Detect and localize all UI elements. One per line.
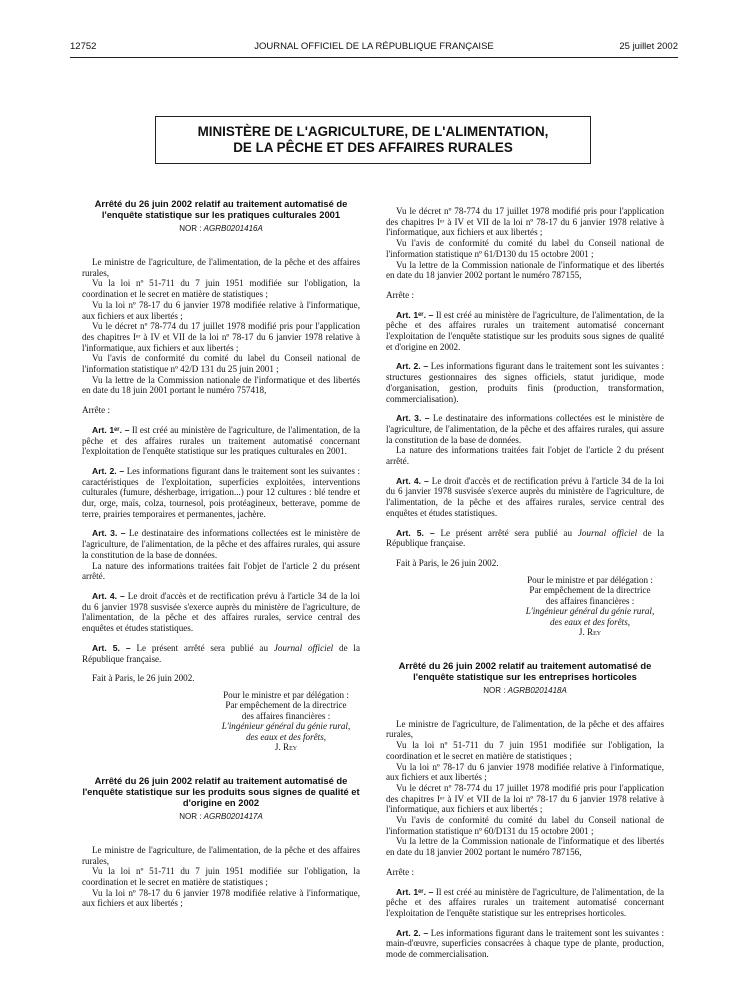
decree-signes-qualite: [82, 775, 360, 909]
article-text: Il est créé au ministère de l'agriculture, de l'alimentation, de la pêche et des affaires rurales un traitement automatisé concernant l'exploitation de l'enquête statistique sur les pratiques culturales en 2001.: [82, 424, 361, 457]
visa: Vu la loi nº 78-17 du 6 janvier 1978 modifiée relative à l'informatique, aux fichiers et aux libertés ;: [82, 887, 360, 909]
signature-title: L'ingénieur général du génie rural,: [221, 721, 351, 732]
journal-name: Journal officiel: [577, 527, 638, 538]
article-1: [386, 887, 664, 919]
signature-title: des eaux et des forêts,: [549, 616, 631, 627]
article-1: [386, 310, 664, 353]
signature-line: Pour le ministre et par délégation :: [527, 574, 653, 585]
article-label: Art. 2. –: [92, 465, 125, 476]
page-number: 12752: [70, 41, 97, 52]
article-5: [82, 643, 360, 664]
visa: Vu la loi nº 51-711 du 7 juin 1951 modifiée sur l'obligation, la coordination et le secret en matière de statistiques ;: [82, 278, 360, 300]
nor-reference: [82, 224, 360, 233]
article-label: Art. 2. –: [396, 927, 429, 938]
visa: Vu la loi nº 51-711 du 7 juin 1951 modifiée sur l'obligation, la coordination et le secret en matière de statistiques ;: [82, 866, 360, 888]
article-label: Art. 1ᵉʳ. –: [396, 309, 434, 320]
visa: Vu la loi nº 51-711 du 7 juin 1951 modifiée sur l'obligation, la coordination et le secret en matière de statistiques ;: [386, 740, 664, 761]
decree-title: Arrêté du 26 juin 2002 relatif au traitement automatisé de l'enquête statistique sur les pratiques culturales 2001: [94, 198, 348, 220]
ministry-line-2: DE LA PÊCHE ET DES AFFAIRES RURALES: [233, 140, 513, 155]
article-text: Le présent arrêté sera publié au: [440, 527, 573, 538]
article-text: Les informations figurant dans le traitement sont les suivantes : main-d'œuvre, superficies consacrées à chaque type de plante, production, mode de commercialisation.: [386, 927, 664, 960]
nor-code: AGRB0201416A: [203, 224, 263, 233]
arrete-heading: Arrête :: [386, 866, 415, 877]
article-label: Art. 5. –: [396, 527, 435, 538]
article-3: [386, 413, 664, 445]
visa: Vu le décret nº 78-774 du 17 juillet 1978 modifié pris pour l'application des chapitres Iᵉʳ à IV et VII de la loi nº 78-17 du 6 janvier 1978 relative à l'informatique, aux fichiers et aux libertés ;: [386, 782, 664, 815]
arrete-heading: Arrête :: [82, 405, 111, 416]
article-label: Art. 5. –: [92, 642, 131, 653]
signature-block: [212, 690, 360, 753]
signing-place-date: Fait à Paris, le 26 juin 2002.: [92, 673, 195, 684]
article-1: [82, 425, 360, 457]
article-text: Le droit d'accès et de rectification prévu à l'article 34 de la loi du 6 janvier 1978 susvisée s'exerce auprès du ministère de l'agriculture, de l'alimentation, de la pêche et des affaires rurales, service central des enquêtes et études statistiques.: [82, 590, 361, 634]
article-label: Art. 4. –: [396, 475, 429, 486]
decree-title: Arrêté du 26 juin 2002 relatif au traitement automatisé de l'enquête statistique sur les entreprises horticoles: [398, 659, 652, 682]
nor-code: AGRB0201418A: [507, 685, 567, 695]
visa: Vu le décret nº 78-774 du 17 juillet 1978 modifié pris pour l'application des chapitres Iᵉʳ à IV et VII de la loi nº 78-17 du 6 janvier 1978 relative à l'informatique, aux fichiers et aux libertés ;: [386, 206, 664, 238]
nor-label: NOR :: [179, 811, 202, 821]
article-3-paragraph-2: La nature des informations traitées fait l'objet de l'article 2 du présent arrêté.: [82, 560, 360, 582]
article-4: [82, 591, 360, 634]
signature-line: Pour le ministre et par délégation :: [223, 689, 349, 700]
visa: Vu la lettre de la Commission nationale de l'informatique et des libertés en date du 18 janvier 2002 portant le numéro 787155,: [386, 259, 664, 281]
signing-place-date: Fait à Paris, le 26 juin 2002.: [396, 557, 499, 568]
article-label: Art. 3. –: [92, 528, 126, 539]
signature-line: [516, 617, 664, 628]
article-text: Il est créé au ministère de l'agriculture, de l'alimentation, de la pêche et des affaires rurales un traitement automatisé concernant l'exploitation de l'enquête statistique sur les entreprises horticoles.: [386, 886, 665, 918]
signature-title: L'ingénieur général du génie rural,: [525, 606, 655, 617]
article-text: de la République française.: [82, 642, 360, 664]
visa: Vu l'avis de conformité du comité du label du Conseil national de l'information statistique nº 60/D131 du 15 octobre 2001 ;: [386, 815, 664, 836]
visa: Vu le décret nº 78-774 du 17 juillet 1978 modifié pris pour l'application des chapitres Iᵉʳ à IV et VII de la loi nº 78-17 du 6 janvier 1978 relative à l'informatique, aux fichiers et aux libertés ;: [82, 321, 360, 353]
signature-line: Par empêchement de la directrice: [529, 585, 651, 596]
article-2: [82, 466, 360, 520]
left-column: [82, 198, 360, 909]
article-text: Le droit d'accès et de rectification prévu à l'article 34 de la loi du 6 janvier 1978 susvisée s'exerce auprès du ministère de l'agriculture, de l'alimentation, de la pêche et des affaires rurales, service central des enquêtes et études statistiques.: [386, 475, 665, 518]
article-label: Art. 1ᵉʳ. –: [92, 424, 130, 435]
article-text: Il est créé au ministère de l'agriculture, de l'alimentation, de la pêche et des affaires rurales un traitement automatisé concernant l'exploitation de l'enquête statistique sur les produits sous signes de qualité et d'origine en 2002.: [386, 309, 665, 352]
nor-code: AGRB0201417A: [203, 811, 263, 821]
visa: Vu la loi nº 78-17 du 6 janvier 1978 modifiée relative à l'informatique, aux fichiers et aux libertés ;: [82, 299, 360, 321]
article-label: Art. 1ᵉʳ. –: [396, 886, 434, 897]
article-text: Les informations figurant dans le traitement sont les suivantes : structures gestionnaires des signes officiels, statut juridique, mode d'organisation, gestion, produits finis (production, transformation, commercialisation).: [386, 361, 664, 404]
nor-label: NOR :: [483, 685, 506, 695]
arrete-heading: Arrête :: [386, 289, 415, 300]
article-label: Art. 2. –: [396, 361, 429, 372]
signatory-name: J. Rey: [274, 742, 298, 753]
ministry-line-1: MINISTÈRE DE L'AGRICULTURE, DE L'ALIMENTATION,: [197, 124, 549, 139]
journal-title: JOURNAL OFFICIEL DE LA RÉPUBLIQUE FRANÇAISE: [254, 41, 494, 52]
article-text: Le présent arrêté sera publié au: [136, 642, 269, 653]
article-2: [386, 928, 664, 960]
article-3: [82, 528, 360, 560]
right-column: [386, 206, 664, 960]
journal-name: Journal officiel: [273, 642, 334, 653]
article-text: Le destinataire des informations collectées est le ministère de l'agriculture, de l'alimentation, de la pêche et des affaires rurales, qui assure la constitution de la base de données.: [82, 528, 361, 560]
visa: Vu la loi nº 78-17 du 6 janvier 1978 modifiée relative à l'informatique, aux fichiers et aux libertés ;: [386, 761, 664, 783]
visa: Vu l'avis de conformité du comité du label du Conseil national de l'information statistique nº 42/D 131 du 25 juin 2001 ;: [82, 353, 360, 375]
visa: Vu la lettre de la Commission nationale de l'informatique et des libertés en date du 18 janvier 2002 portant le numéro 787156,: [386, 836, 664, 858]
visa: Vu l'avis de conformité du comité du label du Conseil national de l'information statistique nº 61/D130 du 15 octobre 2001 ;: [386, 238, 664, 259]
preamble-minister: Le ministre de l'agriculture, de l'alimentation, de la pêche et des affaires rurales,: [82, 844, 360, 866]
visa: Vu la lettre de la Commission nationale de l'informatique et des libertés en date du 18 juin 2001 portant le numéro 757418,: [82, 374, 360, 396]
signature-line: [516, 606, 664, 617]
preamble-minister: Le ministre de l'agriculture, de l'alimentation, de la pêche et des affaires rurales,: [82, 257, 360, 278]
decree-title: Arrêté du 26 juin 2002 relatif au traitement automatisé de l'enquête statistique sur les produits sous signes de qualité et d'origine en 2002: [82, 774, 360, 808]
signature-line: Par empêchement de la directrice: [225, 700, 347, 711]
decree-entreprises-horticoles: [386, 660, 664, 960]
nor-label: NOR :: [179, 224, 202, 233]
nor-reference: [82, 812, 360, 821]
article-text: Les informations figurant dans le traitement sont les suivantes : caractéristiques de l'exploitation, superficies exploitées, interventions culturales (fumure, désherbage, irrigation...) pour 12 cultures : blé tendre et dur, orge, maïs, colza, tournesol, pois protéagineux, betterave, pomme de terre, prairies temporaires et permanentes, jachère.: [82, 465, 360, 519]
ministry-heading-box: [155, 116, 591, 164]
preamble-minister: Le ministre de l'agriculture, de l'alimentation, de la pêche et des affaires rurales,: [386, 718, 664, 740]
article-5: [386, 528, 664, 549]
nor-reference: [386, 686, 664, 695]
article-label: Art. 3. –: [396, 413, 430, 424]
signature-line: des affaires financières :: [545, 595, 635, 606]
signature-line: [212, 732, 360, 743]
decree-pratiques-culturales: [82, 198, 360, 753]
article-label: Art. 4. –: [92, 590, 125, 601]
signature-line: des affaires financières :: [241, 710, 331, 721]
signature-title: des eaux et des forêts,: [245, 731, 327, 742]
article-text: Le destinataire des informations collectées est le ministère de l'agriculture, de l'alimentation, de la pêche et des affaires rurales, qui assure la constitution de la base de données.: [386, 413, 665, 445]
issue-date: 25 juillet 2002: [619, 41, 678, 52]
header-rule: [70, 57, 678, 58]
running-head: [70, 41, 678, 55]
article-3-paragraph-2: La nature des informations traitées fait l'objet de l'article 2 du présent arrêté.: [386, 445, 664, 467]
article-text: de la République française.: [386, 527, 664, 549]
article-4: [386, 476, 664, 519]
signatory-name: J. Rey: [578, 627, 602, 638]
decree-signes-qualite-continued: [386, 206, 664, 638]
signature-line: [212, 721, 360, 732]
article-2: [386, 361, 664, 404]
signature-block: [516, 575, 664, 638]
